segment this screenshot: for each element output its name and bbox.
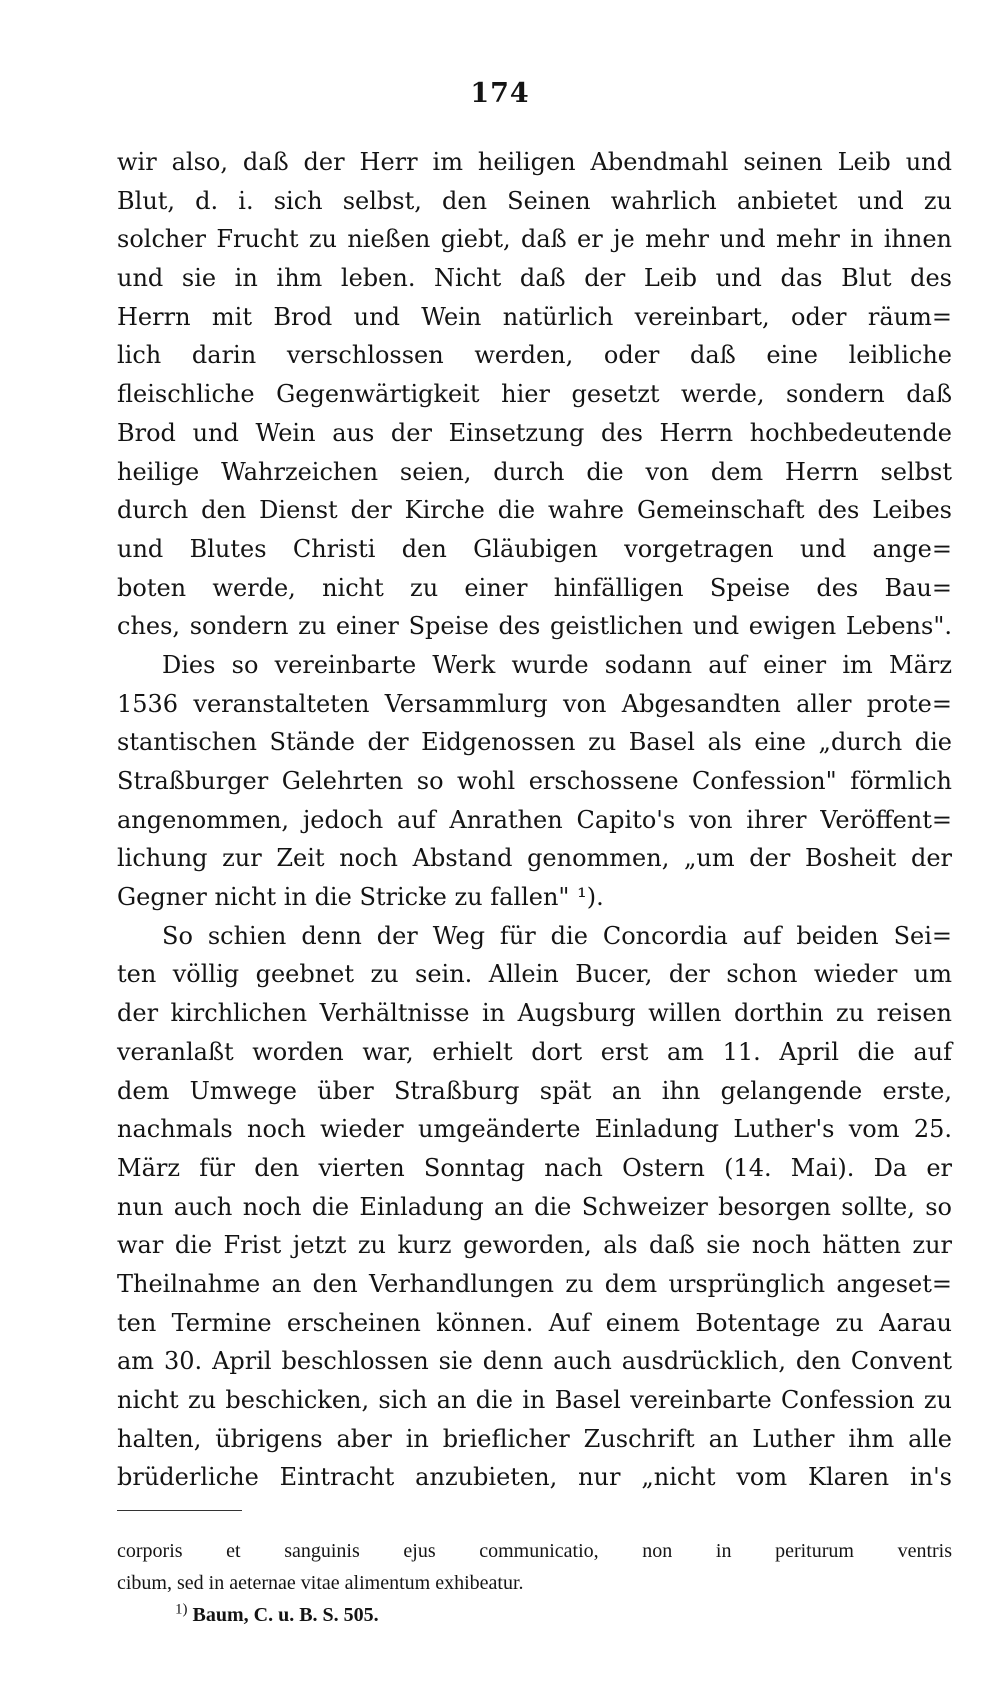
text-line: boten werde, nicht zu einer hinfälligen Speise des Bau= <box>117 573 952 602</box>
text-line: nicht zu beschicken, sich an die in Basel vereinbarte Confession zu <box>117 1386 952 1414</box>
text-line: stantischen Stände der Eidgenossen zu Basel als eine „durch die <box>117 728 952 757</box>
text-line: und Blutes Christi den Gläubigen vorgetragen und ange= <box>117 534 952 563</box>
text-line: Brod und Wein aus der Einsetzung des Herrn hochbedeutende <box>117 418 952 447</box>
text-line: Theilnahme an den Verhandlungen zu dem ursprünglich angeset= <box>117 1269 952 1298</box>
paragraph-start-line: So schien denn der Weg für die Concordia auf beiden Sei= <box>162 921 952 950</box>
text-line: Herrn mit Brod und Wein natürlich vereinbart, oder räum= <box>117 302 952 331</box>
text-line: lich darin verschlossen werden, oder daß eine leibliche <box>117 341 952 370</box>
text-line: halten, übrigens aber in brieflicher Zuschrift an Luther ihm alle <box>117 1424 952 1453</box>
text-line: angenommen, jedoch auf Anrathen Capito's von ihrer Veröffent= <box>117 805 952 834</box>
footnotes <box>117 1535 952 1631</box>
text-line: heilige Wahrzeichen seien, durch die von dem Herrn selbst <box>117 457 952 486</box>
text-line: März für den vierten Sonntag nach Ostern (14. Mai). Da er <box>117 1153 952 1182</box>
text-line: am 30. April beschlossen sie denn auch ausdrücklich, den Convent <box>117 1347 952 1376</box>
text-line: 1536 veranstalteten Versammlurg von Abgesandten aller prote= <box>117 689 952 718</box>
footnote-continuation-line: corporis et sanguinis ejus communicatio, non in periturum ventris <box>117 1540 952 1562</box>
text-line: durch den Dienst der Kirche die wahre Gemeinschaft des Leibes <box>117 496 952 525</box>
footnote-continuation-line: cibum, sed in aeternae vitae alimentum exhibeatur. <box>117 1572 524 1594</box>
text-line: veranlaßt worden war, erhielt dort erst am 11. April die auf <box>117 1037 952 1066</box>
text-line: wir also, daß der Herr im heiligen Abendmahl seinen Leib und <box>117 148 952 176</box>
page-number: 174 <box>470 78 530 109</box>
text-line: der kirchlichen Verhältnisse in Augsburg willen dorthin zu reisen <box>117 999 952 1028</box>
text-line: Blut, d. i. sich selbst, den Seinen wahrlich anbietet und zu <box>117 186 952 215</box>
text-line: ten Termine erscheinen können. Auf einem Botentage zu Aarau <box>117 1308 952 1337</box>
paragraph-start-line: Dies so vereinbarte Werk wurde sodann auf einer im März <box>162 650 952 679</box>
text-line: solcher Frucht zu nießen giebt, daß er je mehr und mehr in ihnen <box>117 225 952 254</box>
paragraph-end-line: Gegner nicht in die Stricke zu fallen" ¹). <box>117 883 604 912</box>
footnote-mark: 1) <box>175 1601 188 1618</box>
footnote-reference <box>117 1599 952 1631</box>
text-line: nun auch noch die Einladung an die Schweizer besorgen sollte, so <box>117 1192 952 1221</box>
text-line: brüderliche Eintracht anzubieten, nur „nicht vom Klaren in's <box>117 1463 952 1492</box>
text-line: dem Umwege über Straßburg spät an ihn gelangende erste, <box>117 1076 952 1105</box>
text-line: und sie in ihm leben. Nicht daß der Leib und das Blut des <box>117 264 952 293</box>
text-line: Straßburger Gelehrten so wohl erschossene Confession" förmlich <box>117 767 952 795</box>
text-line: ten völlig geebnet zu sein. Allein Bucer, der schon wieder um <box>117 960 952 989</box>
text-line: war die Frist jetzt zu kurz geworden, als daß sie noch hätten zur <box>117 1231 952 1260</box>
main-text <box>117 143 952 1497</box>
footnote-citation: Baum, C. u. B. S. 505. <box>192 1604 379 1626</box>
text-line: fleischliche Gegenwärtigkeit hier gesetzt werde, sondern daß <box>117 380 952 409</box>
text-line: lichung zur Zeit noch Abstand genommen, „um der Bosheit der <box>117 844 952 873</box>
footnote-separator <box>117 1510 242 1511</box>
text-line: nachmals noch wieder umgeänderte Einladung Luther's vom 25. <box>117 1115 952 1144</box>
text-line: ches, sondern zu einer Speise des geistlichen und ewigen Lebens". <box>117 612 952 641</box>
